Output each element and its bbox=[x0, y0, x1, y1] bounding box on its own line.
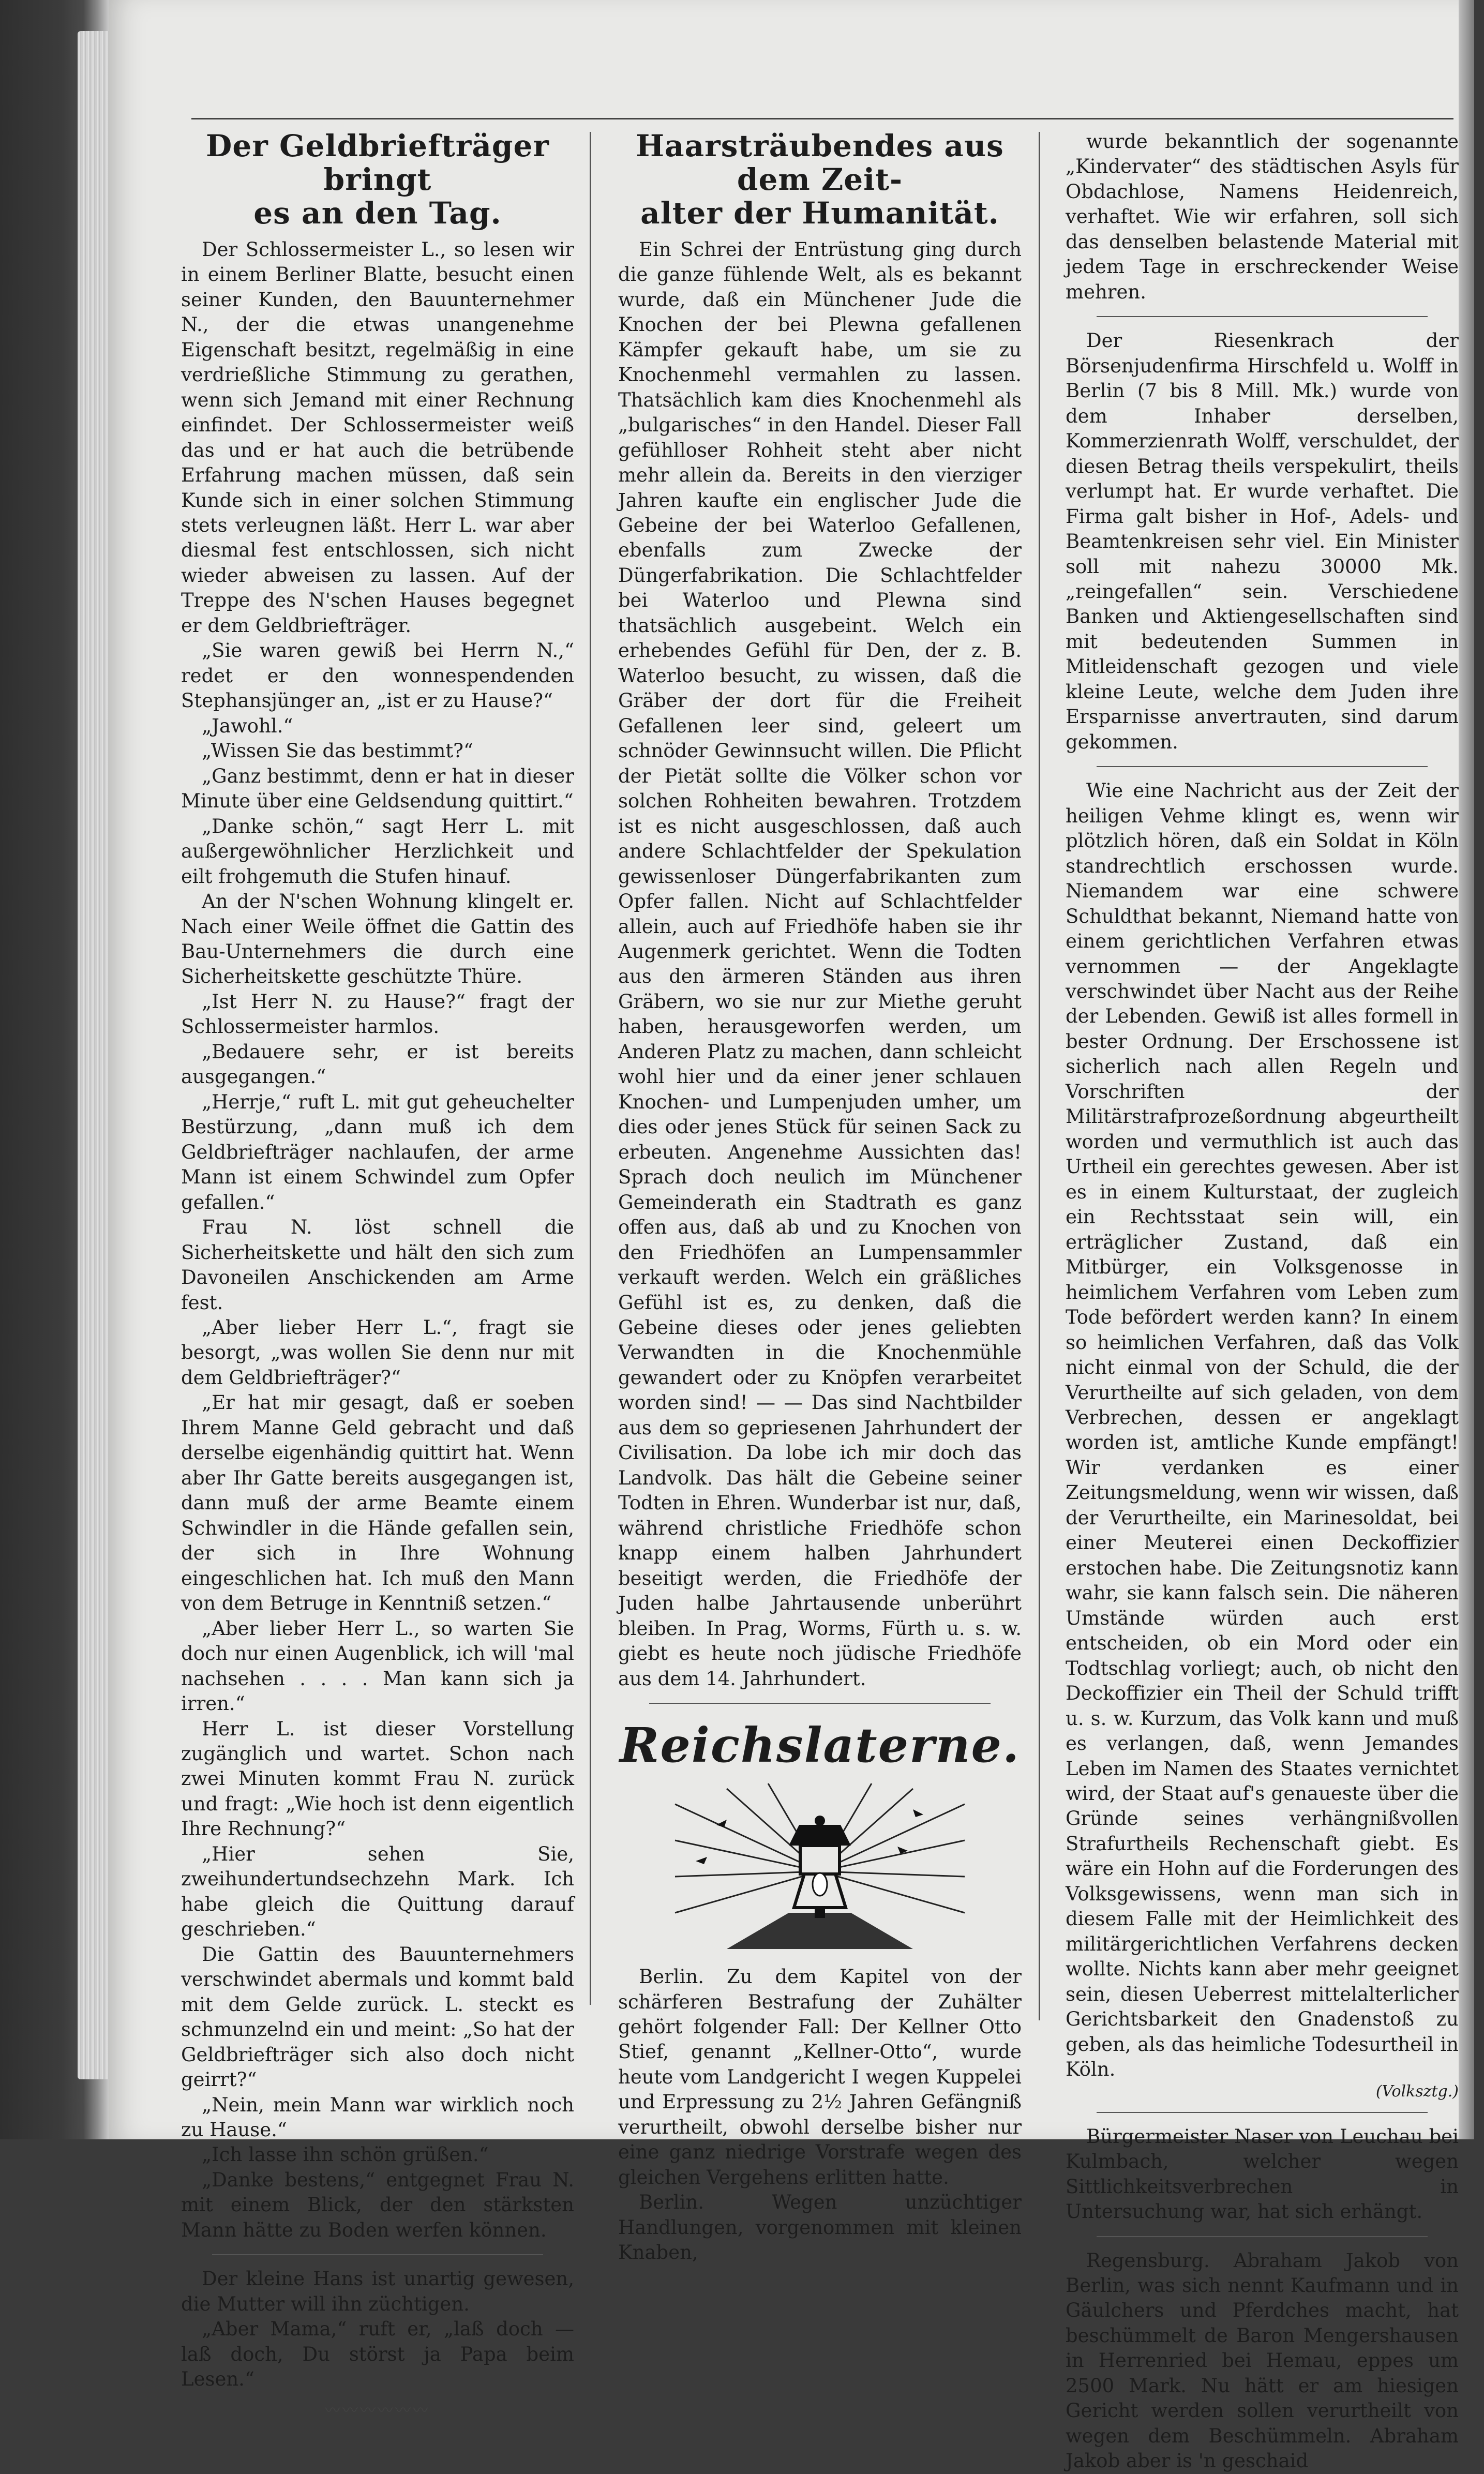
reichslaterne-title: Reichslaterne. bbox=[619, 1717, 1021, 1774]
newspaper-page bbox=[109, 0, 1474, 2472]
column-1 bbox=[181, 128, 574, 2420]
paragraph: „Danke bestens,“ entgegnet Frau N. mit einem Blick, der den stärksten Mann hätte zu Boden werfen können. bbox=[181, 2168, 574, 2241]
paragraph: Der kleine Hans ist unartig gewesen, die Mutter will ihn züchtigen. bbox=[181, 2268, 574, 2315]
paragraph: Berlin. Wegen unzüchtiger Handlungen, vorgenommen mit kleinen Knaben, bbox=[618, 2191, 1022, 2264]
paragraph: Regensburg. Abraham Jakob von Berlin, was sich nennt Kaufmann und in Gäulchers und Pferdches macht, hat beschümmelt de Baron Mengershausen in Herrenried bei Hemau, eppes um 2500 Mark. Nu hätt er am hiesigen Gericht werden sollen verurtheilt von wegen dem Beschümmeln. Abraham Jakob aber is 'n geschaid bbox=[1066, 2249, 1459, 2472]
source-signature: (Volksztg.) bbox=[1375, 2082, 1459, 2101]
article-2-title-line1: Haarsträubendes aus dem Zeit- bbox=[636, 128, 1004, 197]
paragraph: „Sie waren gewiß bei Herrn N.,“ redet er den wonnespendenden Stephansjünger an, „ist er zu Hause?“ bbox=[181, 639, 574, 712]
buergermeister-article bbox=[1066, 2124, 1459, 2225]
paragraph: „Danke schön,“ sagt Herr L. mit außergewöhnlicher Herzlichkeit und eilt frohgemuth die Stufen hinauf. bbox=[181, 815, 574, 888]
paragraph: „Nein, mein Mann war wirklich noch zu Hause.“ bbox=[181, 2093, 574, 2141]
article-2-title-line2: alter der Humanität. bbox=[640, 195, 999, 231]
separator bbox=[1097, 2112, 1428, 2113]
paragraph: Frau N. löst schnell die Sicherheitskette und hält den sich zum Davoneilen Anschickenden am Arme fest. bbox=[181, 1216, 574, 1314]
paragraph: Der Schlossermeister L., so lesen wir in einem Berliner Blatte, besucht einen seiner Kunden, den Bauunternehmer N., der die etwas unangenehme Eigenschaft besitzt, regelmäßig in eine verdrießliche Stimmung zu gerathen, wenn sich Jemand mit einer Rechnung einfindet. Der Schlossermeister weiß das und er hat auch die betrübende Erfahrung machen müssen, daß sein Kunde sich in einer solchen Stimmung stets verleugnen läßt. Herr L. war aber diesmal fest entschlossen, sich nicht wieder abweisen zu lassen. Auf der Treppe des N'schen Hauses begegnet er dem Geldbriefträger. bbox=[181, 238, 574, 637]
paragraph: wurde bekanntlich der sogenannte „Kindervater“ des städtischen Asyls für Obdachlose, Namens Heidenreich, verhaftet. Wie wir erfahren, soll sich das denselben belastende Material mit jedem Tage in erschreckender Weise mehren. bbox=[1066, 130, 1459, 303]
reichslaterne-body bbox=[618, 1965, 1022, 2266]
paragraph: „Ich lasse ihn schön grüßen.“ bbox=[202, 2143, 489, 2166]
separator bbox=[1097, 766, 1428, 767]
paragraph: „Aber lieber Herr L.“, fragt sie besorgt, „was wollen Sie denn nur mit dem Geldbriefträger?“ bbox=[181, 1316, 574, 1389]
paragraph: Wie eine Nachricht aus der Zeit der heiligen Vehme klingt es, wenn wir plötzlich hören, daß ein Soldat in Köln standrechtlich erschossen wurde. Niemandem war eine schwere Schuldthat bekannt, Niemand hatte von einem gerichtlichen Verfahren etwas vernommen — der Angeklagte verschwindet über Nacht aus der Reihe der Lebenden. Gewiß ist alles formell in bester Ordnung. Der Erschossene ist sicherlich nach allen Regeln und Vorschriften der Militärstrafprozeßordnung abgeurtheilt worden und vermuthlich ist auch das Urtheil ein gerechtes gewesen. Aber ist es in einem Kulturstaat, der zugleich ein Rechtsstaat sein will, ein erträglicher Zustand, daß ein Mitbürger, ein Volksgenosse in heimlichem Verfahren vom Leben zum Tode befördert werden kann? In einem so heimlichen Verfahren, daß das Volk nicht einmal von der Schuld, die der Verurtheilte auf sich geladen, von dem Verbrechen, dessen er angeklagt worden ist, amtliche Kunde empfängt! Wir verdanken es einer Zeitungsmeldung, wenn wir wissen, daß der Verurtheilte, ein Marinesoldat, bei einer Meuterei einen Deckoffizier erstochen habe. Die Zeitungsnotiz kann wahr, sie kann falsch sein. Die näheren Umstände würden auch erst entscheiden, ob ein Mord oder ein Todtschlag vorliegt; auch, ob nicht den Deckoffizier ein Theil der Schuld trifft u. s. w. Kurzum, das Volk kann und muß es verlangen, daß, wenn Jemandes Leben im Namen des Staates vernichtet wird, der Staat auf's genaueste über die Gründe seines verhängnißvollen Strafurtheils Rechenschaft giebt. Es wäre ein Hohn auf die Forderungen des Volksgewissens, wenn man sich in diesem Falle mit der Heimlichkeit des militärgerichtlichen Verfahrens decken wollte. Nichts kann aber mehr geeignet sein, diesen Ueberrest mittelalterlicher Gerichtsbarkeit den Gnadenstoß zu geben, als das heimliche Todesurtheil in Köln. bbox=[1066, 779, 1459, 2081]
ornament-divider: 〰〰〰〰〰〰 bbox=[325, 2401, 430, 2420]
column-rule-1 bbox=[590, 132, 591, 2005]
signature-wrap bbox=[1066, 2082, 1459, 2101]
paragraph: „Ganz bestimmt, denn er hat in dieser Minute über eine Geldsendung quittirt.“ bbox=[181, 764, 574, 813]
anecdote-body bbox=[181, 2267, 574, 2392]
article-2-body bbox=[618, 237, 1022, 1691]
paragraph: Ein Schrei der Entrüstung ging durch die ganze fühlende Welt, als es bekannt wurde, daß ein Münchener Jude die Knochen der bei Plewna gefallenen Kämpfer gekauft habe, um sie zu Knochenmehl vermahlen zu lassen. Thatsächlich kam dies Knochenmehl als „bulgarisches“ in den Handel. Dieser Fall gefühlloser Rohheit steht aber nicht mehr allein da. Bereits in den vierziger Jahren kaufte ein englischer Jude die Gebeine der bei Waterloo Gefallenen, ebenfalls zum Zwecke der Düngerfabrikation. Die Schlachtfelder bei Waterloo und Plewna sind thatsächlich ausgebeint. Welch ein erhebendes Gefühl für Den, der z. B. Waterloo besucht, zu wissen, daß die Gräber der dort für die Freiheit Gefallenen leer sind, geleert um schnöder Gewinnsucht willen. Die Pflicht der Pietät sollte die Völker schon vor solchen Rohheiten bewahren. Trotzdem ist es nicht ausgeschlossen, daß auch andere Schlachtfelder der Spekulation gewissenloser Düngerfabrikanten zum Opfer fallen. Nicht auf Schlachtfelder allein, auch auf Friedhöfe haben sie ihr Augenmerk gerichtet. Wenn die Todten aus den ärmeren Ständen aus ihren Gräbern, wo sie nur zur Miethe geruht haben, herausgeworfen werden, um Anderen Platz zu machen, dann schleicht wohl hier und da einer jener schlauen Knochen- und Lumpenjuden umher, um dies oder jenes Stück für seinen Sack zu erbeuten. Angenehme Aussichten das! Sprach doch neulich im Münchener Gemeinderath ein Stadtrath es ganz offen aus, daß ab und zu Knochen von den Friedhöfen an Lumpensammler verkauft werden. Welch ein gräßliches Gefühl ist es, zu denken, daß die Gebeine dieses oder jenes geliebten Verwandten in die Knochenmühle gewandert oder zu Knöpfen verarbeitet worden sind! — — Das sind Nachtbilder aus dem so gepriesenen Jahrhundert der Civilisation. Da lobe ich mir doch das Landvolk. Das hält die Gebeine seiner Todten in Ehren. Wunderbar ist nur, daß, während christliche Friedhöfe schon knapp einem halben Jahrhundert beseitigt werden, die Friedhöfe der Juden halbe Jahrtausende unberührt bleiben. In Prag, Worms, Fürth u. s. w. giebt es heute noch jüdische Friedhöfe aus dem 14. Jahrhundert. bbox=[618, 238, 1022, 1690]
paragraph: „Ist Herr N. zu Hause?“ fragt der Schlossermeister harmlos. bbox=[181, 990, 574, 1038]
column-rule-2 bbox=[1039, 132, 1040, 2020]
paragraph: „Hier sehen Sie, zweihundertundsechzehn Mark. Ich habe gleich die Quittung darauf geschrieben.“ bbox=[181, 1842, 574, 1941]
regensburg-article bbox=[1066, 2248, 1459, 2474]
paragraph: „Aber lieber Herr L., so warten Sie doch nur einen Augenblick, ich will 'mal nachsehen . . . . Man kann sich ja irren.“ bbox=[181, 1617, 574, 1715]
paragraph: An der N'schen Wohnung klingelt er. Nach einer Weile öffnet die Gattin des Bau-Unternehmers die durch eine Sicherheitskette geschützte Thüre. bbox=[181, 890, 574, 988]
paragraph: „Jawohl.“ bbox=[202, 714, 293, 737]
paragraph: „Aber Mama,“ ruft er, „laß doch — laß doch, Du störst ja Papa beim Lesen.“ bbox=[181, 2318, 574, 2391]
paragraph: Die Gattin des Bauunternehmers verschwindet abermals und kommt bald mit dem Gelde zurück. L. steckt es schmunzelnd ein und meint: „So hat der Geldbriefträger sich also doch nicht geirrt?“ bbox=[181, 1943, 574, 2091]
top-rule bbox=[191, 118, 1453, 119]
separator bbox=[1097, 316, 1428, 317]
article-1-title-line1: Der Geldbriefträger bringt bbox=[206, 128, 549, 197]
paragraph: Berlin. Zu dem Kapitel von der schärferen Bestrafung der Zuhälter gehört folgender Fall: Der Kellner Otto Stief, genannt „Kellner-Otto“, wurde heute vom Landgericht I wegen Kuppelei und Erpressung zu 2½ Jahren Gefängniß verurtheilt, obwohl derselbe bisher nur eine ganz niedrige Vorstrafe wegen des gleichen Vergehens erlitten hatte. bbox=[618, 1966, 1022, 2188]
koeln-article bbox=[1066, 778, 1459, 2082]
column-3 bbox=[1066, 129, 1459, 2472]
paragraph: „Er hat mir gesagt, daß er soeben Ihrem Manne Geld gebracht und daß derselbe eigenhändig quittirt hat. Wenn aber Ihr Gatte bereits ausgegangen ist, dann muß der arme Beamte einem Schwindler in die Hände gefallen sein, der sich in Ihre Wohnung eingeschlichen hat. Ich muß den Mann von dem Betruge in Kenntniß setzen.“ bbox=[181, 1391, 574, 1615]
lantern-illustration bbox=[665, 1783, 975, 1954]
article-1-title bbox=[181, 129, 574, 230]
paragraph: Der Riesenkrach der Börsenjudenfirma Hirschfeld u. Wolff in Berlin (7 bis 8 Mill. Mk.) wurde von dem Inhaber derselben, Kommerzienrath Wolff, verschuldet, der diesen Betrag theils verspekulirt, theils verlumpt hat. Er wurde verhaftet. Die Firma galt bisher in Hof-, Adels- und Beamtenkreisen sehr viel. Ein Minister soll mit nahezu 30000 Mk. „reingefallen“ sein. Verschiedene Banken und Aktiengesellschaften sind mit bedeutenden Summen in Mitleidenschaft gezogen und viele kleine Leute, welche dem Juden ihre Ersparnisse anvertrauten, sind darum gekommen. bbox=[1066, 329, 1459, 753]
paragraph: Bürgermeister Naser von Leuchau bei Kulmbach, welcher wegen Sittlichkeitsverbrechen in Untersuchung war, hat sich erhängt. bbox=[1066, 2125, 1459, 2223]
riesenkrach-article bbox=[1066, 328, 1459, 755]
kindervater-article bbox=[1066, 129, 1459, 305]
column-2 bbox=[618, 128, 1022, 2264]
lantern-illustration-wrap bbox=[618, 1783, 1022, 1954]
paragraph: „Herrje,“ ruft L. mit gut geheuchelter Bestürzung, „dann muß ich dem Geldbriefträger nachlaufen, der arme Mann ist einem Schwindel zum Opfer gefallen.“ bbox=[181, 1090, 574, 1213]
separator bbox=[649, 1703, 991, 1704]
article-1-title-line2: es an den Tag. bbox=[253, 195, 502, 231]
separator bbox=[212, 2254, 543, 2255]
article-2-title bbox=[618, 129, 1022, 230]
article-1-body bbox=[181, 237, 574, 2243]
paragraph: Herr L. ist dieser Vorstellung zugänglich und wartet. Schon nach zwei Minuten kommt Frau N. zurück und fragt: „Wie hoch ist denn eigentlich Ihre Rechnung?“ bbox=[181, 1717, 574, 1840]
paragraph: „Bedauere sehr, er ist bereits ausgegangen.“ bbox=[181, 1040, 574, 1088]
paragraph: „Wissen Sie das bestimmt?“ bbox=[202, 740, 473, 762]
separator bbox=[1097, 2236, 1428, 2237]
next-page-edge bbox=[1459, 0, 1474, 2139]
